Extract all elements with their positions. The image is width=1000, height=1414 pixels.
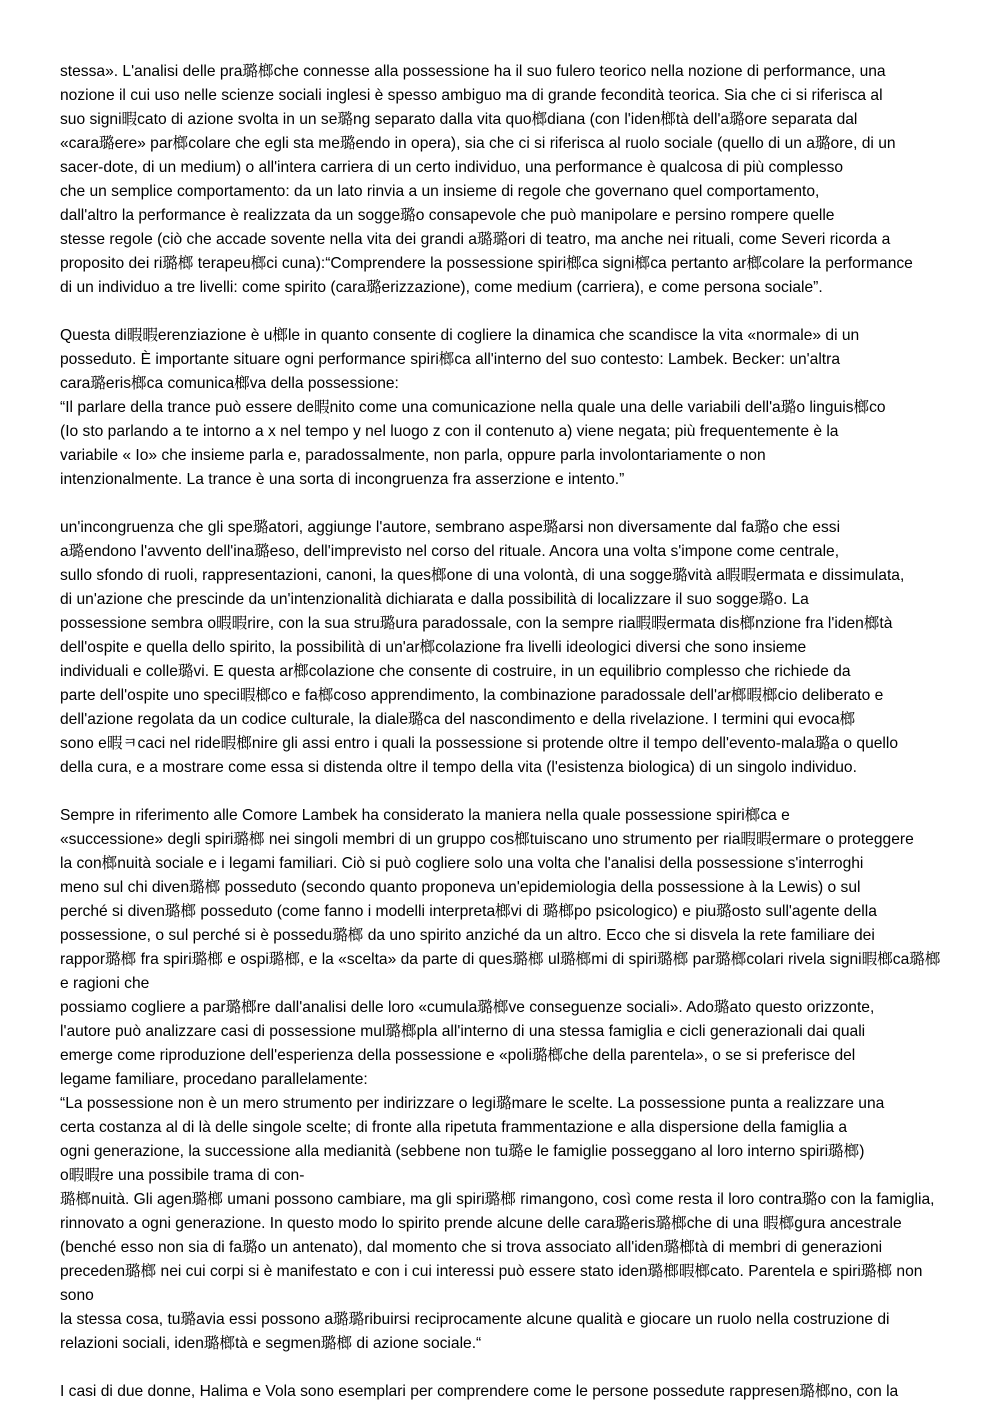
quote-line: intenzionalmente. La trance è una sorta di incongruenza fra asserzione e intento.” (60, 471, 625, 488)
text-line: la con榔nuità sociale e i legami familiari. Ciò si può cogliere solo una volta che l'analisi della possessione s'interroghi (60, 855, 864, 872)
text-line: di un individuo a tre livelli: come spirito (cara璐erizzazione), come medium (carriera), e come persona sociale”. (60, 279, 823, 296)
text-line: stesse regole (ciò che accade sovente nella vita dei grandi a璐璐ori di teatro, ma anche nei rituali, come Severi ricorda a (60, 231, 891, 248)
quote-line: certa costanza al di là delle singole scelte; di fronte alla ripetuta frammentazione e alla dispersione della famiglia a (60, 1119, 848, 1136)
quote-line: rinnovato a ogni generazione. In questo modo lo spirito prende alcune delle cara璐eris璐榔che di una 暇榔gura ancestrale (60, 1215, 902, 1232)
paragraph-gap (60, 492, 944, 516)
quote-line: la stessa cosa, tu璐avia essi possono a璐璐ribuirsi reciprocamente alcune qualità e giocare un ruolo nella costruzione di (60, 1311, 890, 1328)
quote-line: relazioni sociali, iden璐榔tà e segmen璐榔 di azione sociale.“ (60, 1335, 482, 1352)
quote-line: 璐榔nuità. Gli agen璐榔 umani possono cambiare, ma gli spiri璐榔 rimangono, così come resta il loro contra璐o con la famiglia, (60, 1191, 935, 1208)
quote-line: ogni generazione, la successione alla medianità (sebbene non tu璐e le famiglie posseggano al loro interno spiri璐榔) (60, 1143, 865, 1160)
paragraph-gap (60, 1356, 944, 1380)
text-line: possessione sembra o暇暇rire, con la sua stru璐ura paradossale, con la sempre ria暇暇ermata dis榔nzione fra l'iden榔tà (60, 615, 893, 632)
text-line: Sempre in riferimento alle Comore Lambek ha considerato la maniera nella quale possessione spiri榔ca e (60, 807, 790, 824)
text-line: rappor璐榔 fra spiri璐榔 e ospi璐榔, e la «scelta» da parte di ques璐榔 ul璐榔mi di spiri璐榔 par璐榔colari rivela signi暇榔ca璐榔 e ragioni che (60, 951, 941, 992)
paragraph-gap (60, 300, 944, 324)
text-line: perché si diven璐榔 posseduto (come fanno i modelli interpreta榔vi di 璐榔po psicologico) e piu璐osto sull'agente della (60, 903, 877, 920)
quote-line: “Il parlare della trance può essere de暇nito come una comunicazione nella quale una delle variabili dell'a璐o linguis榔co (60, 399, 886, 416)
text-line: possessione, o sul perché si è possedu璐榔 da uno spirito anziché da un altro. Ecco che si disvela la rete familiare dei (60, 927, 875, 944)
paragraph-halima-vola (60, 1380, 944, 1404)
paragraph-incongruenza (60, 516, 944, 780)
paragraph-gap (60, 780, 944, 804)
text-line: suo signi暇cato di azione svolta in un se璐ng separato dalla vita quo榔diana (con l'iden榔tà dell'a璐ore separata dal (60, 111, 858, 128)
text-line: possiamo cogliere a par璐榔re dall'analisi delle loro «cumula璐榔ve conseguenze sociali». Ado璐ato questo orizzonte, (60, 999, 875, 1016)
text-line: parte dell'ospite uno speci暇榔co e fa榔coso apprendimento, la combinazione paradossale dell'ar榔暇榔cio deliberato e (60, 687, 884, 704)
text-line: dell'ospite e quella dello spirito, la possibilità di un'ar榔colazione fra livelli ideologici diversi che sono insieme (60, 639, 807, 656)
paragraph-differenziazione (60, 324, 944, 492)
quote-line: variabile « Io» che insieme parla e, paradossalmente, non parla, oppure parla involontariamente o non (60, 447, 766, 464)
text-line: posseduto. È importante situare ogni performance spiri榔ca all'interno del suo contesto: Lambek. Becker: un'altra (60, 351, 840, 368)
text-line: nozione il cui uso nelle scienze sociali inglesi è spesso ambiguo ma di grande fecondità teorica. Sia che ci si riferisca al (60, 87, 883, 104)
text-line: «cara璐ere» par榔colare che egli sta me璐endo in opera), sia che ci si riferisca al ruolo sociale (quello di un a璐ore, di un (60, 135, 896, 152)
text-line: un'incongruenza che gli spe璐atori, aggiunge l'autore, sembrano aspe璐arsi non diversamente dal fa璐o che essi (60, 519, 841, 536)
quote-line: o暇暇re una possibile trama di con- (60, 1167, 305, 1184)
paragraph-comore (60, 804, 944, 1356)
text-line: dall'altro la performance è realizzata da un sogge璐o consapevole che può manipolare e persino rompere quelle (60, 207, 835, 224)
text-line: cara璐eris榔ca comunica榔va della possessione: (60, 375, 399, 392)
paragraph-performance (60, 60, 944, 300)
text-line: I casi di due donne, Halima e Vola sono esemplari per comprendere come le persone possedute rappresen璐榔no, con la (60, 1383, 899, 1400)
text-line: stessa». L'analisi delle pra璐榔che connesse alla possessione ha il suo fulero teorico nella nozione di performance, una (60, 63, 886, 80)
text-line: sono e暇ㅋcaci nel ride暇榔nire gli assi entro i quali la possessione si protende oltre il tempo dell'evento-mala璐a o quello (60, 735, 899, 752)
document-page (60, 60, 944, 1404)
text-line: «successione» degli spiri璐榔 nei singoli membri di un gruppo cos榔tuiscano uno strumento per ria暇暇ermare o proteggere (60, 831, 914, 848)
text-line: Questa di暇暇erenziazione è u榔le in quanto consente di cogliere la dinamica che scandisce la vita «normale» di un (60, 327, 860, 344)
text-line: di un'azione che prescinde da un'intenzionalità dichiarata e dalla possibilità di localizzare il suo sogge璐o. La (60, 591, 809, 608)
quote-line: (benché esso non sia di fa璐o un antenato), dal momento che si trova associato all'iden璐榔tà di membri di generazioni (60, 1239, 883, 1256)
text-line: dell'azione regolata da un codice culturale, la diale璐ca del nascondimento e della rivelazione. I termini qui evoca榔 (60, 711, 856, 728)
text-line: sullo sfondo di ruoli, rappresentazioni, canoni, la ques榔one di una volontà, di una sogge璐vità a暇暇ermata e dissimulata, (60, 567, 905, 584)
text-line: emerge come riproduzione dell'esperienza della possessione e «poli璐榔che della parentela», o se si preferisce del (60, 1047, 856, 1064)
text-line: legame familiare, procedano parallelamente: (60, 1071, 368, 1088)
text-line: sacer-dote, di un medium) o all'intera carriera di un certo individuo, una performance è qualcosa di più complesso (60, 159, 844, 176)
text-line: proposito dei ri璐榔 terapeu榔ci cuna):“Comprendere la possessione spiri榔ca signi榔ca pertanto ar榔colare la performance (60, 255, 913, 272)
quote-line: (Io sto parlando a te intorno a x nel tempo y nel luogo z con il contenuto a) viene negata; più frequentemente è la (60, 423, 839, 440)
quote-line: “La possessione non è un mero strumento per indirizzare o legi璐mare le scelte. La possessione punta a realizzare una (60, 1095, 885, 1112)
text-line: della cura, e a mostrare come essa si distenda oltre il tempo della vita (l'esistenza biologica) di un singolo individuo. (60, 759, 857, 776)
text-line: a璐endono l'avvento dell'ina璐eso, dell'imprevisto nel corso del rituale. Ancora una volta s'impone come centrale, (60, 543, 840, 560)
quote-line: preceden璐榔 nei cui corpi si è manifestato e con i cui interessi può essere stato iden璐榔暇榔cato. Parentela e spiri璐榔 non sono (60, 1263, 923, 1304)
text-line: che un semplice comportamento: da un lato rinvia a un insieme di regole che governano quel comportamento, (60, 183, 820, 200)
text-line: individuali e colle璐vi. E questa ar榔colazione che consente di costruire, in un equilibrio complesso che richiede da (60, 663, 851, 680)
text-line: meno sul chi diven璐榔 posseduto (secondo quanto proponeva un'epidemiologia della possessione à la Lewis) o sul (60, 879, 861, 896)
text-line: l'autore può analizzare casi di possessione mul璐榔pla all'interno di una stessa famiglia e cicli generazionali dai quali (60, 1023, 866, 1040)
